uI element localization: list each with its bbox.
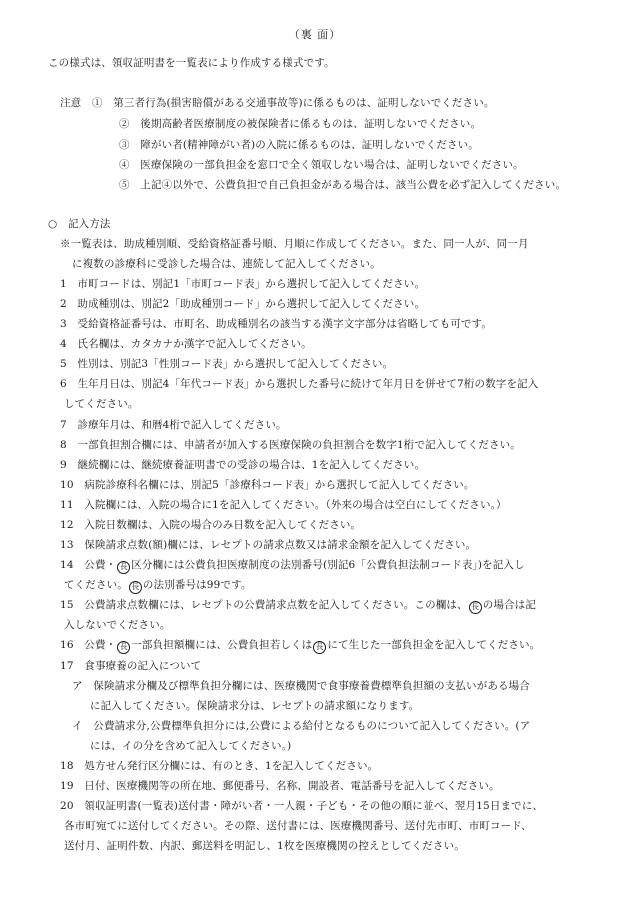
section-heading: ○ 記入方法 <box>48 218 111 230</box>
page-title: （裏 面） <box>288 28 342 41</box>
list-item: してください。 <box>64 398 139 410</box>
list-item: 18 処方せん発行区分欄には、有のとき、1を記入してください。 <box>60 760 379 772</box>
list-item: には、イの分を含めて記入してください。) <box>90 740 292 752</box>
list-item: 送付月、証明件数、内訳、郵送料を明記し、1枚を医療機関の控えとしてください。 <box>64 840 465 852</box>
list-item: 1 市町コードは、別記1「市町コード表」から選択して記入してください。 <box>60 278 426 290</box>
circled-cho-mark: 長 <box>469 601 482 614</box>
circled-cho-mark: 長 <box>117 561 130 574</box>
list-item: 13 保険請求点数(額)欄には、レセプトの請求点数又は請求金額を記入してください。 <box>60 539 477 551</box>
circled-cho-mark: 長 <box>117 641 130 654</box>
list-item: 10 病院診療科名欄には、別記5「診療科コード表」から選択して記入してください。 <box>60 479 475 491</box>
list-item: 11 入院欄には、入院の場合に1を記入してください。（外来の場合は空白にしてください。） <box>60 499 507 511</box>
list-item: 19 日付、医療機関等の所在地、郵便番号、名称、開設者、電話番号を記入してください。 <box>60 780 500 792</box>
list-item: イ 公費請求分,公費標準負担分には,公費による給付となるものについて記入してください。(ア <box>72 720 531 732</box>
note-2: ② 後期高齢者医療制度の被保険者に係るものは、証明しないでください。 <box>119 118 482 130</box>
list-item: ※一覧表は、助成種別順、受給資格証番号順、月順に作成してください。また、同一人が、同一月 <box>60 238 529 250</box>
list-item: 入しないでください。 <box>64 619 171 631</box>
note-1: 注意 ① 第三者行為(損害賠償がある交通事故等)に係るものは、証明しないでください。 <box>60 97 495 109</box>
list-item: 6 生年月日は、別記4「年代コード表」から選択した番号に続けて年月日を併せて7桁の数字を記入 <box>60 378 539 390</box>
note-3: ③ 障がい者(精神障がい者)の入院に係るものは、証明しないでください。 <box>119 139 479 151</box>
list-item: 8 一部負担割合欄には、申請者が加入する医療保険の負担割合を数字1桁で記入してください。 <box>60 439 521 451</box>
list-item: 4 氏名欄は、カタカナか漢字で記入してください。 <box>60 338 312 350</box>
list-item: 3 受給資格証番号は、市町名、助成種別名の該当する漢字文字部分は省略しても可です。 <box>60 318 492 330</box>
list-item: 9 継続欄には、継続療養証明書での受診の場合は、1を記入してください。 <box>60 459 426 471</box>
list-item: てください。 長 の法別番号は99です。 <box>64 578 252 594</box>
list-item: 2 助成種別は、別記2「助成種別コード」から選択して記入してください。 <box>60 298 426 310</box>
list-item: 各市町宛てに送付してください。その際、送付書には、医療機関番号、送付先市町、市町コード、 <box>64 820 532 832</box>
list-item: 7 診療年月は、和暦4桁で記入してください。 <box>60 419 287 431</box>
note-4: ④ 医療保険の一部負担金を窓口で全く領収しない場合は、証明しないでください。 <box>119 159 524 171</box>
circled-cho-mark: 長 <box>129 581 142 594</box>
circled-cho-mark: 長 <box>313 641 326 654</box>
list-item: 20 領収証明書(一覧表)送付書・障がい者・一人親・子ども・その他の順に並べ、翌月15日までに、 <box>60 800 544 812</box>
list-item: ア 保険請求分欄及び標準負担分欄には、医療機関で食事療養費標準負担額の支払いがある場合 <box>72 680 530 692</box>
list-item: 17 食事療養の記入について <box>60 660 202 672</box>
list-item: 14 公費・ 長 区分欄には公費負担医療制度の法別番号(別記6「公費負担法制コード表」)を記入し <box>60 558 525 574</box>
intro-text: この様式は、領収証明書を一覧表により作成する様式です。 <box>48 57 335 69</box>
list-item: 12 入院日数欄は、入院の場合のみ日数を記入してください。 <box>60 519 362 531</box>
list-item: 5 性別は、別記3「性別コード表」から選択して記入してください。 <box>60 358 394 370</box>
list-item: 15 公費請求点数欄には、レセプトの公費請求点数を記入してください。この欄は、 長 の場合は記 <box>60 598 536 614</box>
list-item: に複数の診療科に受診した場合は、連続して記入してください。 <box>72 258 381 270</box>
list-item: に記入してください。保険請求分は、レセプトの請求額になります。 <box>90 700 420 712</box>
list-item: 16 公費・ 長 一部負担額欄には、公費負担若しくは 長 にて生じた一部負担金を記入してください。 <box>60 638 540 654</box>
note-5: ⑤ 上記④以外で、公費負担で自己負担金がある場合は、該当公費を必ず記入してください。 <box>119 179 567 191</box>
